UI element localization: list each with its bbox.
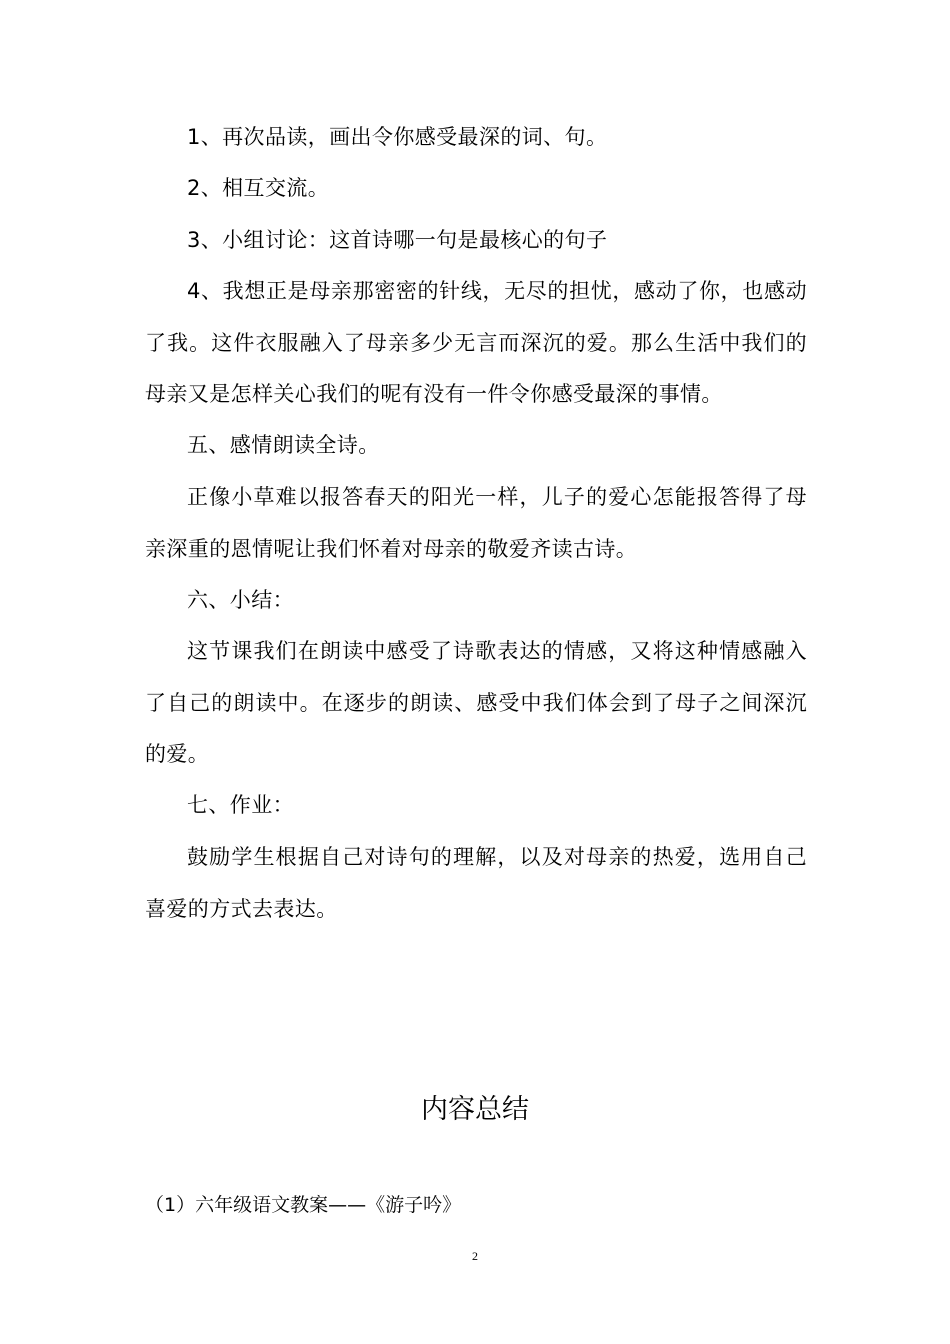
section-heading-five: 五、感情朗读全诗。 — [187, 433, 380, 457]
paragraph-step-3: 3、小组讨论：这首诗哪一句是最核心的句子 — [187, 228, 608, 252]
paragraph-step-4: 4、我想正是母亲那密密的针线，无尽的担忧，感动了你，也感动了我。这件衣服融入了母亲多少无言而深沉的爱。那么生活中我们的母亲又是怎样关心我们的呢有没有一件令你感受最深的事情。 — [145, 279, 807, 406]
paragraph-step-1: 1、再次品读，画出令你感受最深的词、句。 — [187, 125, 608, 149]
paragraph-summary-text: 这节课我们在朗读中感受了诗歌表达的情感，又将这种情感融入了自己的朗读中。在逐步的朗读、感受中我们体会到了母子之间深沉的爱。 — [145, 639, 807, 766]
paragraph-homework: 鼓励学生根据自己对诗句的理解，以及对母亲的热爱，选用自己喜爱的方式去表达。 — [145, 845, 807, 921]
section-heading-six: 六、小结： — [187, 588, 294, 612]
page-number: 2 — [472, 1249, 478, 1263]
summary-item: （1）六年级语文教案——《游子吟》 — [145, 1194, 462, 1216]
content-summary-heading: 内容总结 — [421, 1094, 529, 1125]
paragraph-step-2: 2、相互交流。 — [187, 176, 330, 200]
section-heading-seven: 七、作业： — [187, 793, 294, 817]
paragraph-read-poem: 正像小草难以报答春天的阳光一样，儿子的爱心怎能报答得了母亲深重的恩情呢让我们怀着对母亲的敬爱齐读古诗。 — [145, 485, 807, 561]
